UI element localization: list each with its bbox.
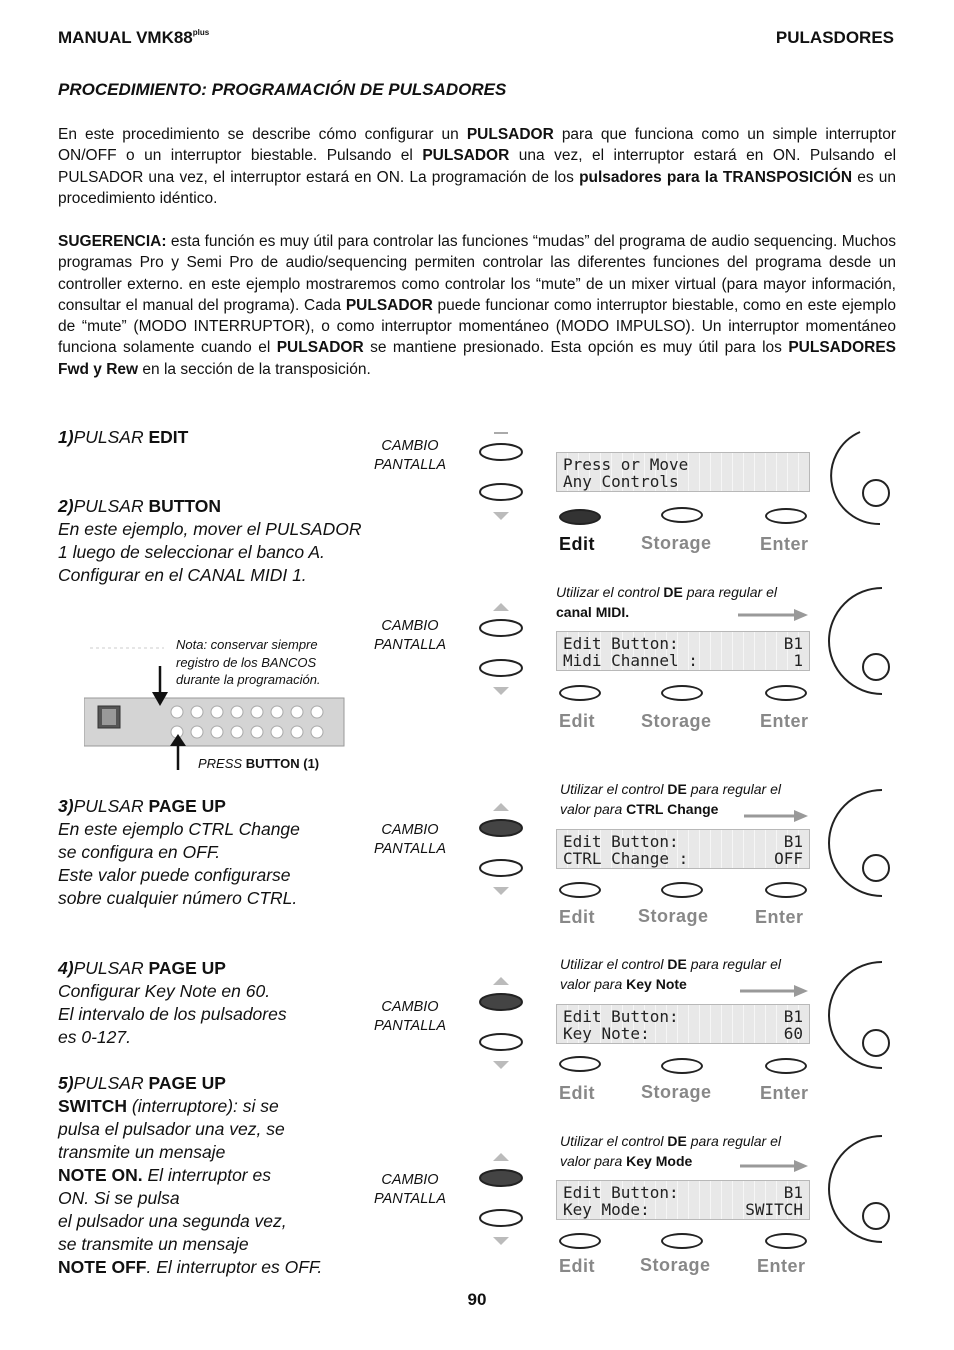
- storage-label: Storage: [641, 1082, 712, 1102]
- storage-label: Storage: [641, 711, 712, 731]
- enter-button-oval: [765, 685, 807, 701]
- intro-paragraph: En este procedimiento se describe cómo configurar un PULSADOR para que funciona como un simple interruptor ON/OFF o un interruptor biestable. Pulsando el PULSADOR una vez, el interruptor estará en ON. Pulsando el PULSADOR una vez, el interruptor estará en ON. La programación de los pulsadores para la TRANSPOSICIÓN es un procedimiento idéntico.: [58, 126, 897, 207]
- edit-label: Edit: [559, 534, 595, 554]
- edit-label: Edit: [559, 711, 595, 731]
- storage-button-oval: [661, 685, 703, 701]
- step-3: 3)PULSAR PAGE UP En este ejemplo CTRL Change se configura en OFF. Este valor puede configurarse sobre cualquier número CTRL.: [58, 796, 300, 908]
- storage-label: Storage: [641, 533, 712, 553]
- edit-label: Edit: [559, 1256, 595, 1276]
- page-buttons-1: [474, 430, 530, 525]
- cambio-pantalla-4: CAMBIO PANTALLA: [374, 999, 446, 1034]
- edit-label: Edit: [559, 907, 595, 927]
- edit-button-oval: [559, 882, 601, 898]
- step-1: 1)PULSAR EDIT: [58, 427, 189, 447]
- step-4: 4)PULSAR PAGE UP Configurar Key Note en 60. El intervalo de los pulsadores es 0-127.: [58, 958, 287, 1047]
- lcd-display-2: Edit Button: B1 Midi Channel : 1: [556, 631, 810, 671]
- edit-label: Edit: [559, 1083, 595, 1103]
- button-panel-illustration: [84, 636, 348, 776]
- page-buttons-4: [474, 974, 530, 1074]
- arrow-right-icon: [744, 808, 810, 824]
- enter-button-oval: [765, 508, 807, 524]
- storage-button-oval: [661, 507, 703, 523]
- edit-button-oval: [559, 509, 601, 525]
- enter-label: Enter: [760, 1083, 809, 1103]
- cambio-pantalla-5: CAMBIO PANTALLA: [374, 1172, 446, 1207]
- page-buttons-2: [474, 600, 530, 700]
- storage-label: Storage: [640, 1255, 711, 1275]
- enter-label: Enter: [757, 1256, 806, 1276]
- hint-ctrl-change: Utilizar el control DE para regular el valor para CTRL Change: [560, 781, 781, 817]
- enter-button-oval: [765, 882, 807, 898]
- enter-label: Enter: [755, 907, 804, 927]
- suggestion-paragraph: SUGERENCIA: esta función es muy útil para controlar las funciones “mudas” del programa de audio sequencing. Muchos programas Pro y Semi Pro de audio/sequencing permiten controlar las diferentes funciones del programa desde un controller externo. en este ejemplo mostraremos como controlar los “mute” de un mixer virtual (para mayor información, consultar el manual del programa). Cada PULSADOR puede funcionar como interruptor biestable, como en este ejemplo de “mute” (MODO INTERRUPTOR), o como interruptor momentáneo (MODO IMPULSO). Un interruptor momentáneo funciona solamente cuando el PULSADOR se mantiene presionado. Esta opción es muy útil para los PULSADORES Fwd y Rew en la sección de la transposición.: [58, 233, 896, 378]
- header-manual-title: MANUAL $VMK88^{plus}$: [58, 28, 210, 47]
- enter-button-oval: [765, 1233, 807, 1249]
- hint-key-mode: Utilizar el control DE para regular el valor para Key Mode: [560, 1133, 781, 1169]
- data-entry-knob-icon: [820, 586, 900, 698]
- enter-label: Enter: [760, 534, 809, 554]
- storage-button-oval: [661, 1058, 703, 1074]
- hint-midi-channel: Utilizar el control DE para regular el canal MIDI.: [556, 584, 777, 620]
- page-number: 90: [467, 1290, 487, 1309]
- cambio-pantalla-3: CAMBIO PANTALLA: [374, 822, 446, 857]
- cambio-pantalla-2: CAMBIO PANTALLA: [374, 618, 446, 653]
- enter-button-oval: [765, 1058, 807, 1074]
- arrow-right-icon: [740, 1158, 810, 1174]
- step-2: 2)PULSAR BUTTON En este ejemplo, mover el PULSADOR 1 luego de seleccionar el banco A. Configurar en el CANAL MIDI 1.: [58, 496, 362, 585]
- arrow-right-icon: [738, 607, 810, 623]
- data-entry-knob-icon: [820, 430, 900, 530]
- page-buttons-5: [474, 1150, 530, 1250]
- lcd-display-5: Edit Button: B1 Key Mode: SWITCH: [556, 1180, 810, 1220]
- data-entry-knob-icon: [820, 788, 900, 900]
- lcd-display-1: Press or Move Any Controls: [556, 452, 810, 492]
- header-section-name: PULASDORES: [775, 28, 894, 47]
- page-buttons-3: [474, 800, 530, 900]
- data-entry-knob-icon: [820, 1134, 900, 1246]
- section-title: PROCEDIMIENTO: PROGRAMACIÓN DE PULSADORES: [58, 80, 507, 99]
- storage-button-oval: [661, 882, 703, 898]
- arrow-right-icon: [740, 983, 810, 999]
- press-button-label: PRESS BUTTON (1): [198, 756, 320, 771]
- edit-button-oval: [559, 1233, 601, 1249]
- data-entry-knob-icon: [820, 960, 900, 1072]
- cambio-pantalla-1: CAMBIO PANTALLA: [374, 438, 446, 473]
- edit-button-oval: [559, 685, 601, 701]
- storage-button-oval: [661, 1233, 703, 1249]
- lcd-display-4: Edit Button: B1 Key Note: 60: [556, 1004, 810, 1044]
- hint-key-note: Utilizar el control DE para regular el valor para Key Note: [560, 956, 781, 992]
- bank-note: Nota: conservar siempre registro de los BANCOS durante la programación.: [176, 637, 321, 687]
- edit-button-oval: [559, 1056, 601, 1072]
- lcd-display-3: Edit Button: B1 CTRL Change : OFF: [556, 829, 810, 869]
- storage-label: Storage: [638, 906, 709, 926]
- enter-label: Enter: [760, 711, 809, 731]
- step-5: 5)PULSAR PAGE UP SWITCH (interruptore): si se pulsa el pulsador una vez, se transmite un mensaje NOTE ON. El interruptor es ON. Si se pulsa el pulsador una segunda vez, se transmite un mensaje NOTE OFF. El interruptor es OFF.: [58, 1073, 323, 1277]
